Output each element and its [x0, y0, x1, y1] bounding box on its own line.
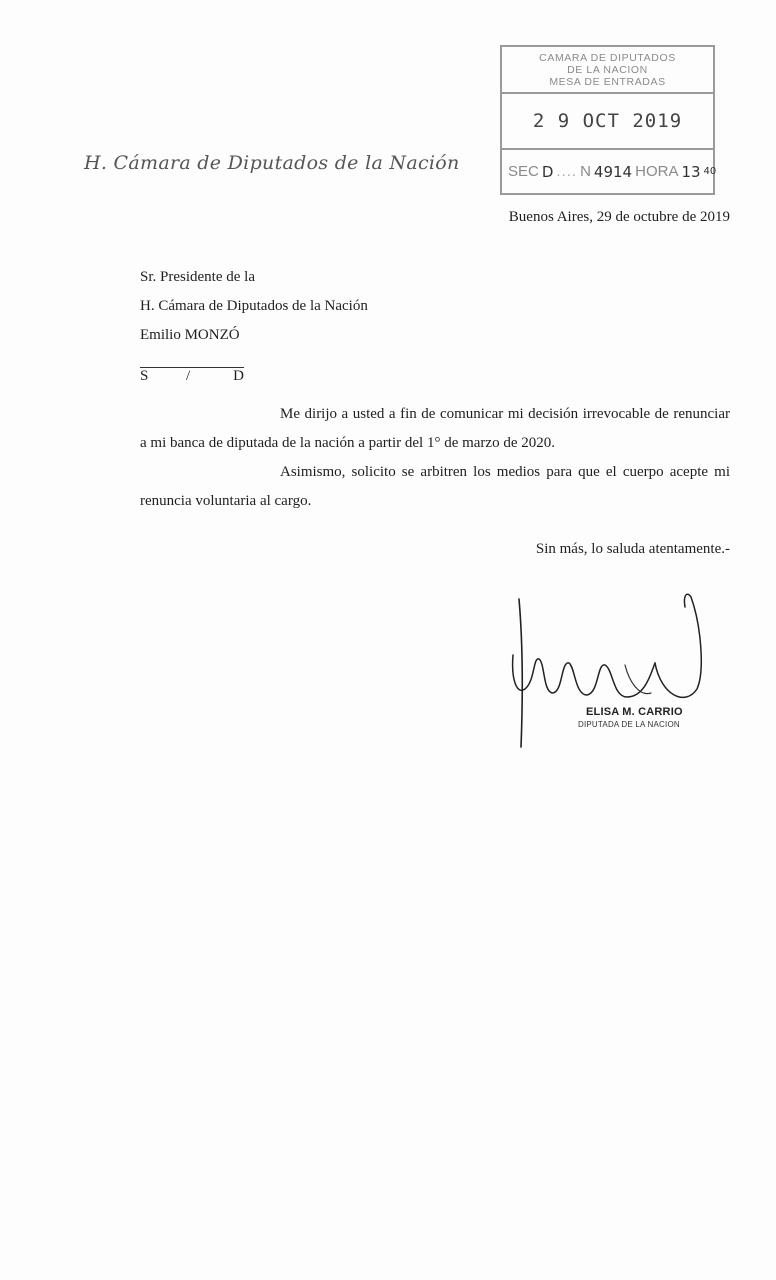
stamp-hora-minutes: 40 [703, 166, 717, 177]
stamp-line-1: CAMARA DE DIPUTADOS [539, 51, 676, 64]
letterhead: H. Cámara de Diputados de la Nación [84, 152, 460, 174]
sd-left: S [140, 368, 149, 384]
stamp-sec-label: SEC [508, 163, 539, 180]
signature-name: ELISA M. CARRIO [586, 706, 683, 718]
recipient-line-3: Emilio MONZÓ [140, 327, 240, 343]
stamp-header [502, 47, 713, 94]
stamp-hora-value: 13 [681, 162, 701, 181]
recipient-line-1: Sr. Presidente de la [140, 269, 255, 285]
recipient-line-2: H. Cámara de Diputados de la Nación [140, 298, 368, 314]
stamp-hora-label: HORA [635, 163, 679, 180]
stamp-dots: .... [556, 163, 578, 180]
stamp-footer [502, 150, 717, 193]
signature-title: DIPUTADA DE LA NACION [578, 720, 680, 729]
stamp-number-value: 4914 [593, 162, 633, 181]
recipient-sd [140, 367, 244, 384]
sd-mid: / [186, 368, 191, 384]
stamp-sec-value: D [541, 162, 554, 181]
closing-line: Sin más, lo saluda atentamente.- [535, 541, 730, 557]
letter-body [140, 400, 730, 516]
recipient-block [140, 263, 368, 384]
body-paragraph-1: Me dirijo a usted a fin de comunicar mi decisión irrevocable de renunciar a mi banca de diputada de la nación a partir del 1° de marzo de 2020. [140, 406, 730, 451]
body-paragraph-2: Asimismo, solicito se arbitren los medios para que el cuerpo acepte mi renuncia voluntaria al cargo. [140, 464, 730, 509]
stamp-line-2: DE LA NACION [567, 63, 648, 76]
stamp-number-label: N [580, 163, 591, 180]
stamp-line-3: MESA DE ENTRADAS [549, 75, 666, 88]
reception-stamp [500, 45, 715, 195]
handwritten-signature [505, 585, 715, 755]
date-line: Buenos Aires, 29 de octubre de 2019 [508, 209, 730, 225]
sd-right: D [233, 368, 244, 384]
stamp-date: 2 9 OCT 2019 [502, 94, 713, 150]
